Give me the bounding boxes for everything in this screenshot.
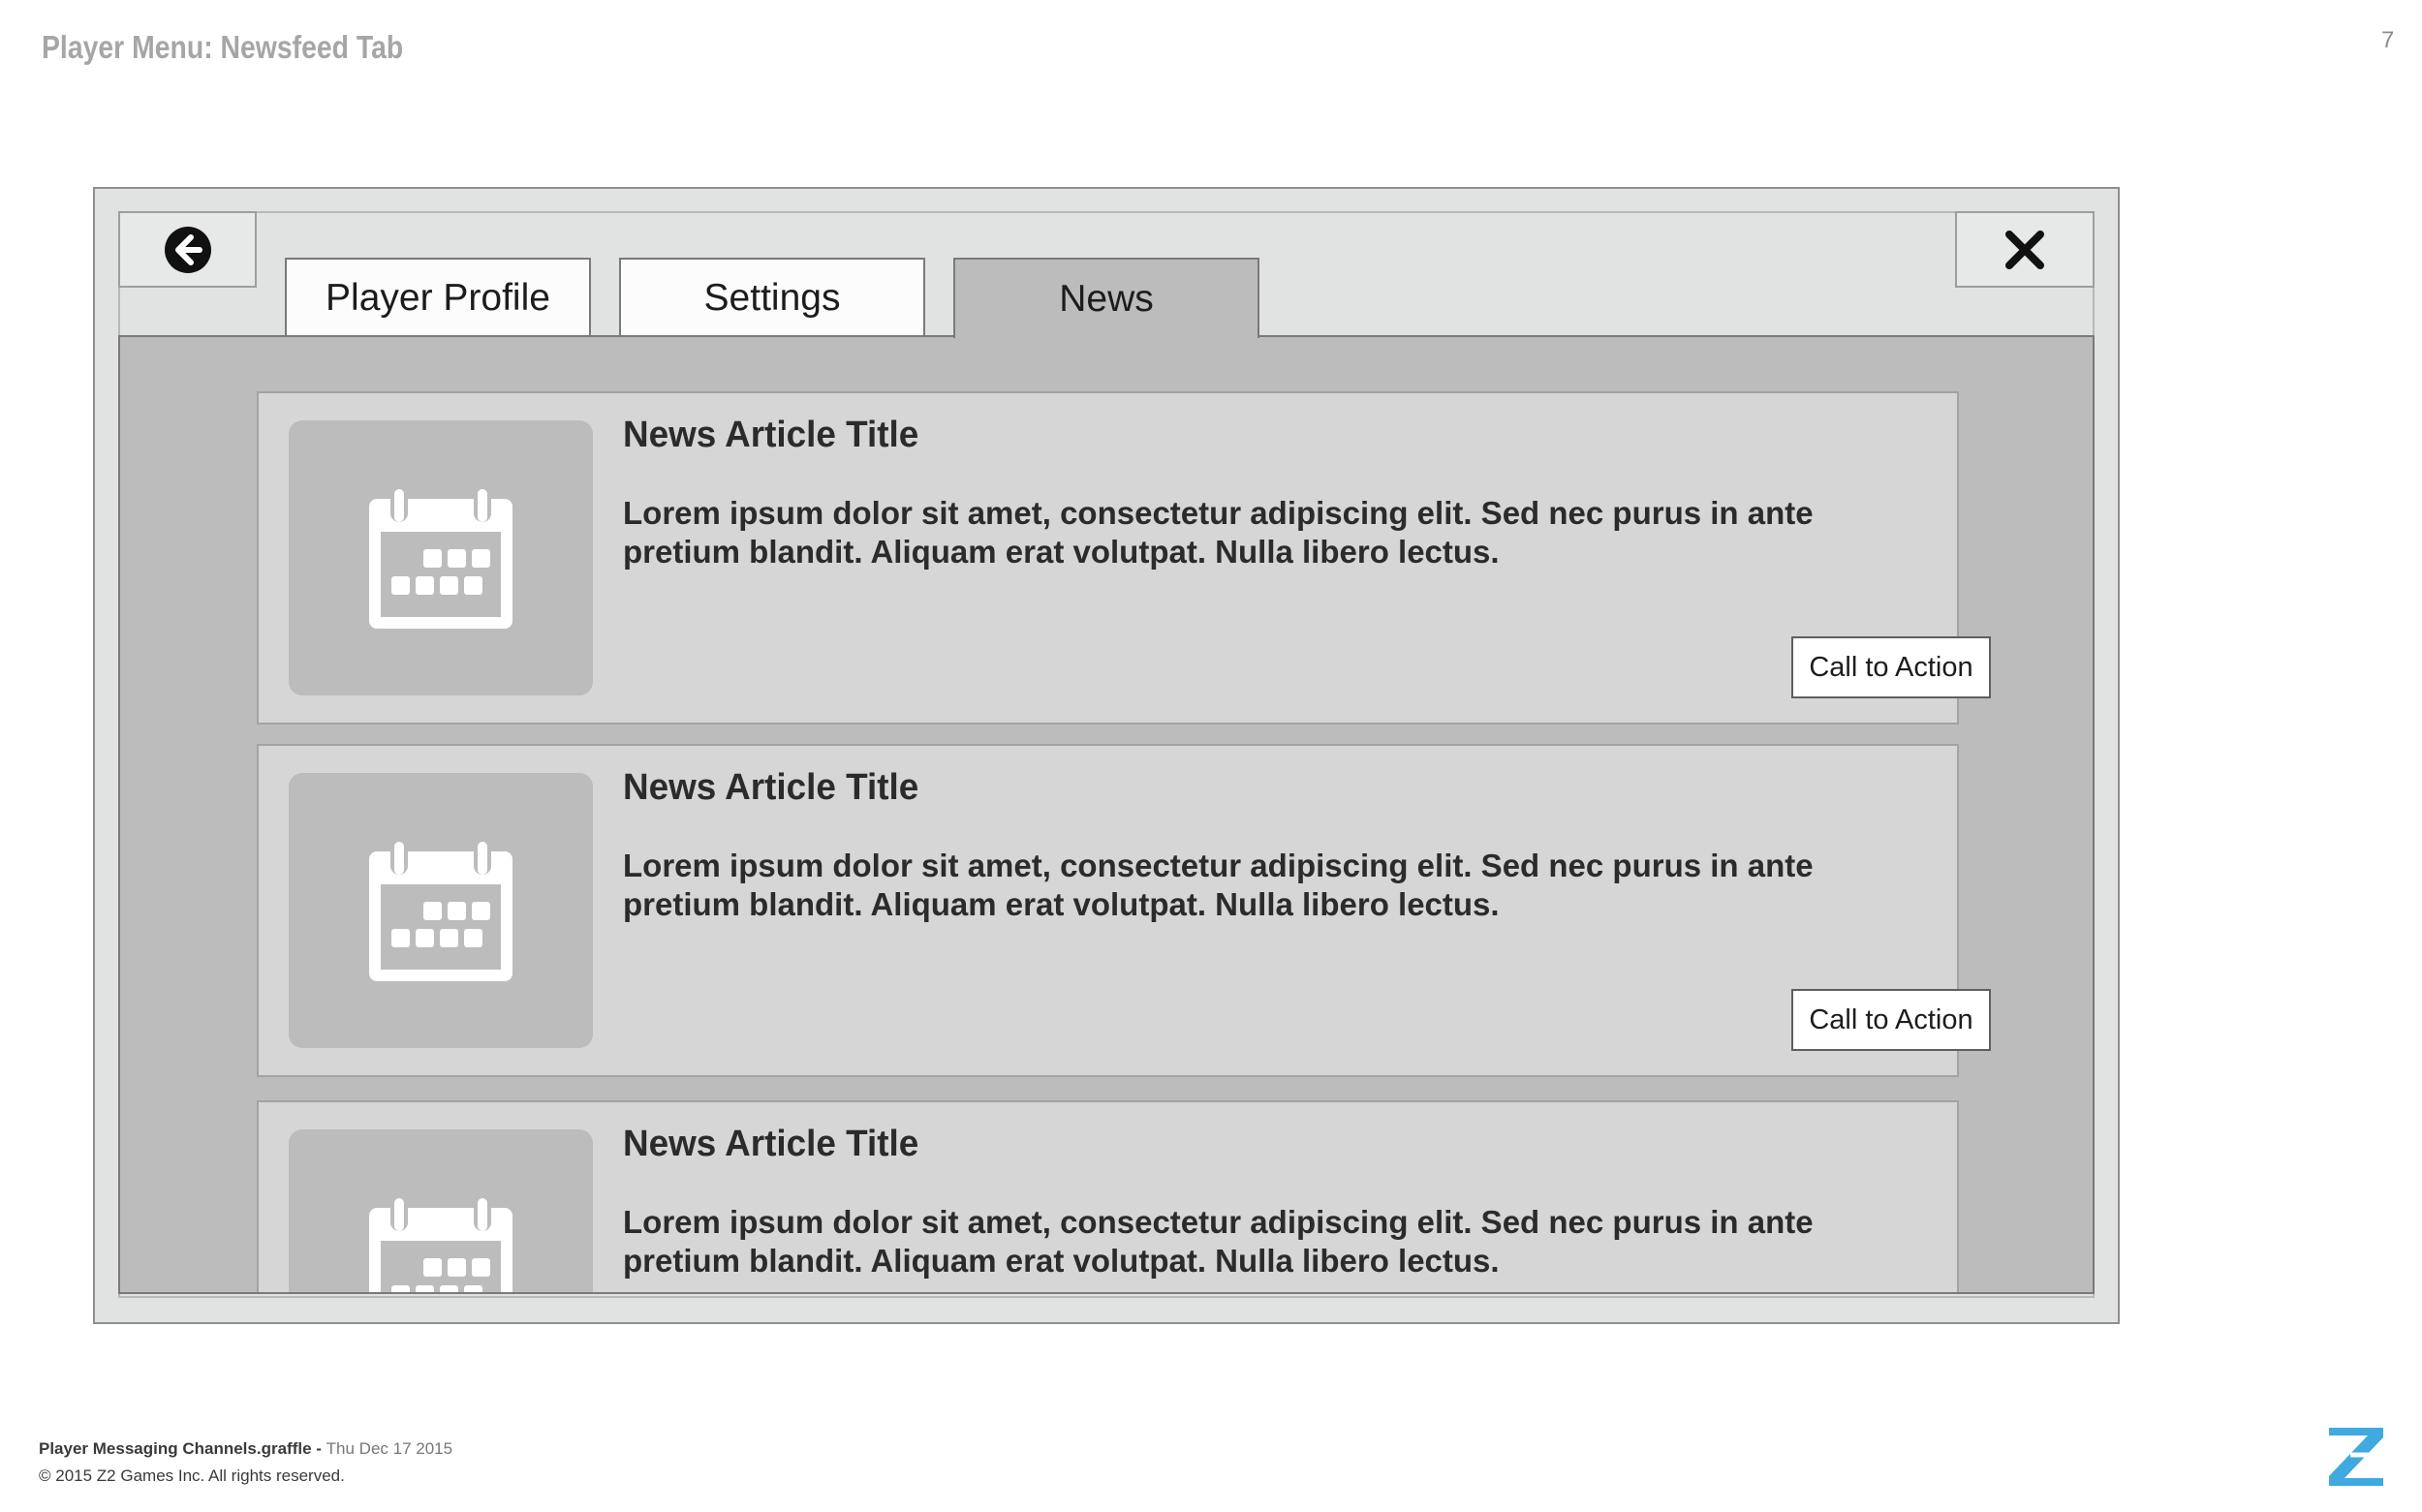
news-feed[interactable] — [118, 335, 2095, 1294]
news-body: Lorem ipsum dolor sit amet, consectetur adipiscing elit. Sed nec purus in ante pretium blandit. Aliquam erat volutpat. Nulla libero lectus. — [623, 1204, 1814, 1279]
tab-settings[interactable] — [619, 258, 925, 337]
news-body: Lorem ipsum dolor sit amet, consectetur adipiscing elit. Sed nec purus in ante pretium blandit. Aliquam erat volutpat. Nulla libero lectus. — [623, 848, 1814, 922]
news-title: News Article Title — [623, 1124, 919, 1164]
footer-date: Thu Dec 17 2015 — [326, 1439, 453, 1458]
news-thumbnail — [289, 1129, 593, 1294]
page-title: Player Menu: Newsfeed Tab — [42, 29, 404, 65]
news-title: News Article Title — [623, 767, 919, 808]
news-card — [257, 744, 1973, 1077]
news-thumbnail — [289, 773, 593, 1048]
news-thumbnail — [289, 420, 593, 695]
tab-label: Player Profile — [326, 277, 550, 319]
close-button[interactable] — [1955, 211, 2095, 288]
call-to-action-button[interactable]: Call to Action — [1791, 636, 1991, 698]
tab-news[interactable] — [953, 258, 1259, 338]
tab-label: Settings — [703, 277, 841, 319]
footer-file-info — [39, 1439, 452, 1459]
arrow-left-circle-icon — [163, 225, 213, 275]
call-to-action-button[interactable]: Call to Action — [1791, 989, 1991, 1051]
calendar-icon — [365, 838, 516, 983]
z2-logo-icon — [2323, 1422, 2393, 1490]
news-card — [257, 391, 1973, 725]
news-body: Lorem ipsum dolor sit amet, consectetur adipiscing elit. Sed nec purus in ante pretium blandit. Aliquam erat volutpat. Nulla libero lectus. — [623, 495, 1814, 570]
footer-filename: Player Messaging Channels.graffle — [39, 1439, 312, 1458]
back-button[interactable] — [118, 211, 257, 288]
page-number: 7 — [2381, 27, 2395, 53]
calendar-icon — [365, 485, 516, 631]
close-x-icon — [2003, 229, 2046, 271]
calendar-icon — [365, 1194, 516, 1294]
footer-copyright: © 2015 Z2 Games Inc. All rights reserved. — [39, 1466, 345, 1485]
tab-player-profile[interactable] — [285, 258, 591, 337]
news-card — [257, 1100, 1959, 1294]
tab-label: News — [1059, 277, 1154, 320]
news-title: News Article Title — [623, 415, 919, 455]
footer-separator: - — [311, 1439, 326, 1458]
